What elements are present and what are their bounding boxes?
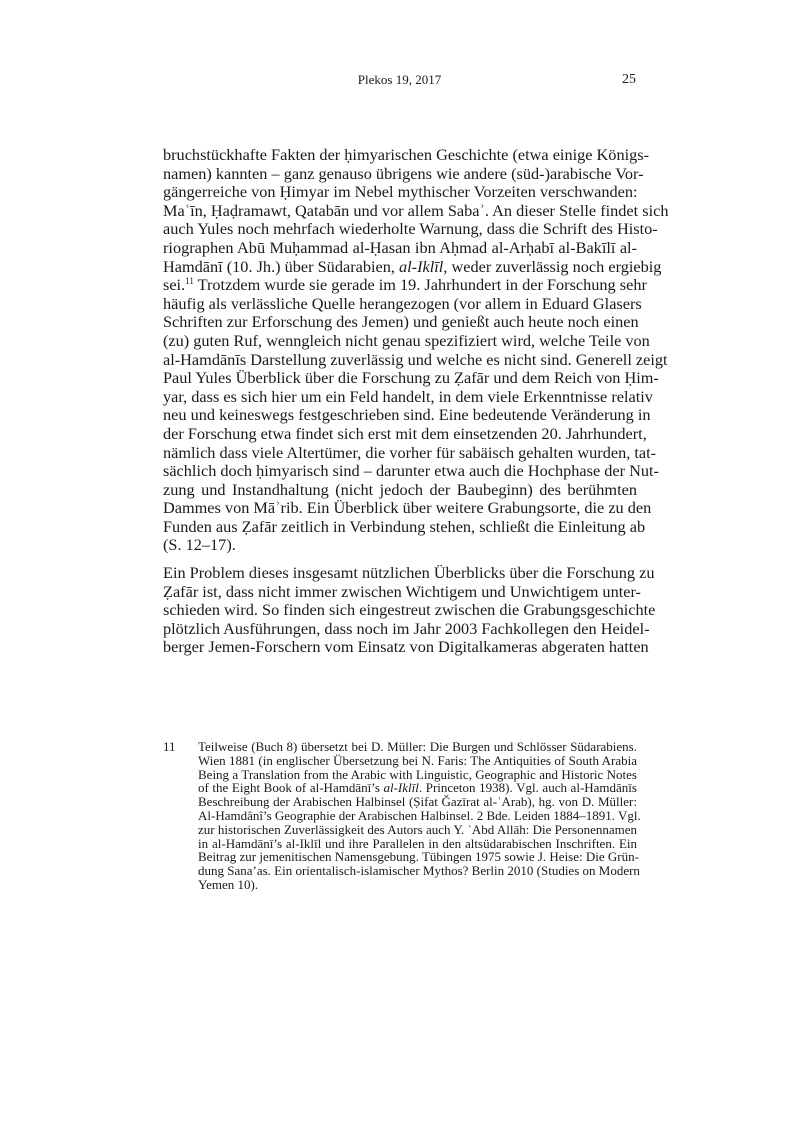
text-segment: sächlich doch ḥimyarisch sind – darunter etwa auch die Hochphase der Nut- bbox=[163, 461, 659, 481]
text-segment: Maʿīn, Ḥaḍramawt, Qatabān und vor allem Sabaʾ. An dieser Stelle findet sich bbox=[163, 200, 669, 220]
text-segment: berger Jemen-Forschern vom Einsatz von Digitalkameras abgeraten hatten bbox=[163, 637, 649, 657]
paragraph bbox=[163, 563, 656, 657]
text-segment: Dammes von Māʾrib. Ein Überblick über weitere Grabungsorte, die zu den bbox=[163, 498, 652, 518]
text-line bbox=[163, 145, 650, 165]
text-line bbox=[163, 536, 637, 555]
text-segment: häufig als verlässliche Quelle herangezogen (vor allem in Eduard Glasers bbox=[163, 293, 642, 313]
text-segment: Beitrag zur jemenitischen Namensgebung. Tübingen 1975 sowie J. Heise: Die Grün- bbox=[198, 849, 639, 865]
footnote-text bbox=[198, 739, 641, 892]
text-line bbox=[163, 239, 637, 258]
text-line bbox=[163, 200, 669, 221]
text-segment: Al-Hamdânî’s Geographie der Arabischen Halbinsel. 2 Bde. Leiden 1884–1891. Vgl. bbox=[198, 807, 641, 823]
text-line bbox=[198, 754, 637, 768]
text-line bbox=[163, 563, 655, 583]
text-segment: Trotzdem wurde sie gerade im 19. Jahrhundert in der Forschung sehr bbox=[193, 275, 647, 295]
body-text bbox=[163, 145, 669, 657]
text-line bbox=[163, 461, 659, 481]
text-segment: Ein Problem dieses insgesamt nützlichen Überblicks über die Forschung zu bbox=[163, 563, 655, 583]
running-header: Plekos 19, 2017 bbox=[357, 72, 442, 87]
text-segment: yar, dass es sich hier um ein Feld handelt, in dem viele Erkenntnisse relativ bbox=[163, 386, 653, 406]
text-segment: gängerreiche von Ḥimyar im Nebel mythischer Vorzeiten verschwanden: bbox=[163, 182, 638, 202]
text-segment: schieden wird. So finden sich eingestreut zwischen die Grabungsgeschichte bbox=[163, 600, 656, 620]
text-segment: of the Eight Book of al-Hamdānī’s bbox=[198, 780, 384, 796]
text-line bbox=[163, 219, 658, 239]
text-line bbox=[163, 183, 637, 202]
text-line bbox=[163, 256, 662, 277]
text-line bbox=[163, 349, 668, 370]
text-segment: Being a Translation from the Arabic with Linguistic, Geographic and Historic Notes bbox=[198, 766, 637, 782]
text-segment: namen) kannten – ganz genauso übrigens wie andere (süd-)arabische Vor- bbox=[163, 163, 644, 183]
text-segment: Hamdānī (10. Jh.) über Südarabien, bbox=[163, 256, 400, 276]
text-segment: , weder zuverlässig noch ergiebig bbox=[443, 256, 662, 276]
text-segment: Schriften zur Erforschung des Jemen) und genießt auch heute noch einen bbox=[163, 312, 639, 332]
text-line bbox=[163, 163, 644, 184]
italic-title: al-Iklīl bbox=[383, 780, 419, 796]
text-line bbox=[163, 618, 650, 639]
text-segment: dung Sana’as. Ein orientalisch-islamischer Mythos? Berlin 2010 (Studies on Modern bbox=[198, 863, 640, 879]
text-line bbox=[198, 807, 641, 823]
text-segment: riographen Abū Muḥammad al-Ḥasan ibn Aḥmad al-Arḥabī al-Bakīlī al- bbox=[163, 237, 637, 257]
text-line bbox=[163, 600, 656, 620]
text-segment: al-Hamdānīs Darstellung zuverlässig und welche es nicht sind. Generell zeigt bbox=[163, 349, 668, 369]
text-segment: Beschreibung der Arabischen Halbinsel (Ṣifat Ǧazīrat al-ʿArab), hg. von D. Müller: bbox=[198, 794, 637, 810]
text-line bbox=[163, 516, 646, 537]
text-segment: . Princeton 1938). Vgl. auch al-Hamdānīs bbox=[418, 780, 637, 796]
text-line bbox=[163, 637, 649, 657]
text-line bbox=[163, 386, 653, 407]
text-segment: Wien 1881 (in englischer Übersetzung bei N. Faris: The Antiquities of South Arabia bbox=[198, 752, 637, 768]
text-line bbox=[198, 863, 640, 879]
text-segment: Funden aus Ẓafār zeitlich in Verbindung stehen, schließt die Einleitung ab bbox=[163, 516, 646, 536]
text-segment: der Forschung etwa findet sich erst mit dem einsetzenden 20. Jahrhundert, bbox=[163, 423, 647, 443]
text-segment: (zu) guten Ruf, wenngleich nicht genau spezifiziert wird, welche Teile von bbox=[163, 330, 650, 350]
text-segment: zur historischen Zuverlässigkeit des Autors auch Y. ʿAbd Allāh: Die Personennamen bbox=[198, 821, 637, 837]
text-line bbox=[198, 795, 637, 809]
text-line bbox=[198, 850, 637, 864]
italic-title: al-Iklīl bbox=[399, 256, 444, 276]
text-line bbox=[163, 481, 637, 500]
text-line bbox=[198, 768, 637, 782]
text-line bbox=[198, 837, 637, 851]
text-segment: bruchstückhafte Fakten der ḥimyarischen Geschichte (etwa einige Königs- bbox=[163, 145, 650, 164]
text-line bbox=[198, 823, 637, 837]
footnote-number: 11 bbox=[163, 739, 176, 754]
text-segment: zung und Instandhaltung (nicht jedoch der Baubeginn) des berühmten bbox=[163, 479, 637, 499]
text-segment: Ẓafār ist, dass nicht immer zwischen Wichtigem und Unwichtigem unter- bbox=[163, 581, 641, 601]
text-line bbox=[163, 275, 647, 295]
text-segment: nämlich dass viele Altertümer, die vorher für sabäisch gehalten wurden, tat- bbox=[163, 442, 657, 462]
paragraph bbox=[163, 145, 669, 555]
text-line bbox=[163, 442, 657, 463]
text-line bbox=[163, 405, 651, 425]
text-line bbox=[163, 368, 659, 388]
text-segment: Teilweise (Buch 8) übersetzt bei D. Müller: Die Burgen und Schlösser Südarabiens. bbox=[198, 739, 637, 754]
text-line bbox=[163, 330, 650, 351]
text-segment: Yemen 10). bbox=[198, 876, 259, 892]
text-line bbox=[163, 293, 642, 314]
text-line bbox=[198, 781, 637, 795]
text-segment: auch Yules noch mehrfach wiederholte Warnung, dass die Schrift des Histo- bbox=[163, 219, 658, 239]
text-line bbox=[198, 740, 637, 754]
page-number: 25 bbox=[622, 72, 636, 87]
text-segment: neu und keineswegs festgeschrieben sind. Eine bedeutende Veränderung in bbox=[163, 405, 651, 425]
text-line bbox=[198, 878, 637, 892]
text-segment: Paul Yules Überblick über die Forschung zu Ẓafār und dem Reich von Ḥim- bbox=[163, 368, 659, 388]
text-segment: (S. 12–17). bbox=[163, 535, 236, 555]
text-segment: plötzlich Ausführungen, dass noch im Jahr 2003 Fachkollegen den Heidel- bbox=[163, 618, 650, 638]
text-line bbox=[163, 423, 647, 444]
text-segment: in al-Hamdānī’s al-Iklīl und ihre Parallelen in den altsüdarabischen Inschriften. Ein bbox=[198, 835, 637, 851]
text-line bbox=[163, 581, 641, 602]
footnote-ref: 11 bbox=[185, 276, 194, 287]
text-segment: sei. bbox=[163, 275, 186, 295]
text-line bbox=[163, 313, 637, 332]
text-line bbox=[163, 498, 652, 518]
